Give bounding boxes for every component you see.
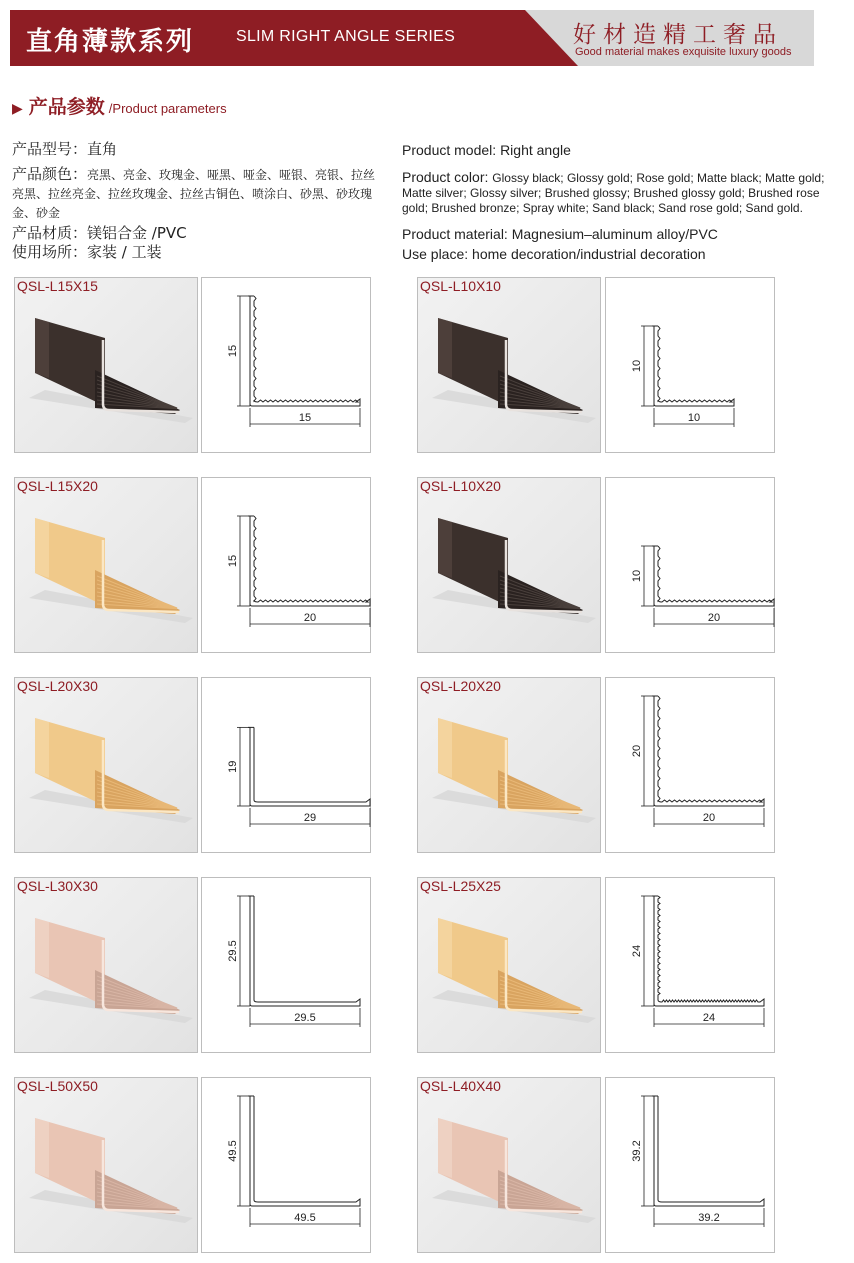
profile-drawing (202, 878, 372, 1054)
product-model-label: QSL-L30X30 (17, 878, 98, 894)
slogan-en: Good material makes exquisite luxury goods (575, 46, 792, 58)
product-model-label: QSL-L25X25 (420, 878, 501, 894)
profile-drawing (606, 878, 776, 1054)
width-dimension: 15 (298, 412, 312, 424)
param-label: 产品型号： (12, 140, 88, 158)
section-heading (12, 92, 227, 119)
product-model-label: QSL-L40X40 (420, 1078, 501, 1094)
profile-drawing (202, 1078, 372, 1254)
profile-drawing (606, 1078, 776, 1254)
param-use-en (402, 245, 706, 264)
product-drawing-card (201, 277, 371, 453)
param-label: Product model: (402, 142, 501, 158)
profile-drawing (606, 478, 776, 654)
param-label: Product color: (402, 169, 493, 185)
height-dimension: 19 (227, 760, 239, 773)
width-dimension: 49.5 (294, 1212, 316, 1224)
product-drawing-card (605, 677, 775, 853)
profile-photo (418, 1078, 601, 1253)
param-value: Glossy black; Glossy gold; Rose gold; Matte black; Matte gold; Matte silver; Glossy silver; Brushed glossy; Brushed glossy gold; Brushed rose gold; Brushed bronze; Spray white; Sand black; Sand rose gold; Sand gold. (402, 171, 825, 215)
param-label: 产品颜色： (12, 165, 88, 183)
height-dimension: 15 (227, 344, 239, 358)
param-value: 直角 (87, 140, 118, 158)
product-drawing-card (201, 877, 371, 1053)
product-photo-card (417, 277, 601, 453)
product-photo-card (14, 1077, 198, 1253)
height-dimension: 15 (227, 554, 239, 568)
param-label: 产品材质： (12, 224, 88, 242)
profile-drawing (202, 278, 372, 454)
profile-photo (418, 478, 601, 653)
param-value: Right angle (500, 142, 571, 158)
profile-drawing (202, 678, 372, 854)
product-photo-card (14, 277, 198, 453)
height-dimension: 24 (631, 944, 643, 958)
profile-photo (15, 678, 198, 853)
slogan-cn: 好材造精工奢品 (573, 22, 783, 48)
triangle-right-icon: ▶ (12, 101, 23, 117)
product-photo-card (417, 877, 601, 1053)
series-title-cn: 直角薄款系列 (26, 27, 195, 57)
profile-photo (418, 878, 601, 1053)
product-drawing-card (201, 477, 371, 653)
product-drawing-card (605, 477, 775, 653)
product-photo-card (417, 1077, 601, 1253)
profile-photo (15, 278, 198, 453)
param-color-en (402, 170, 832, 216)
param-material-cn (12, 224, 187, 243)
param-color-cn (12, 165, 382, 222)
param-use-cn (12, 243, 162, 262)
param-label: Product material: (402, 226, 512, 242)
profile-drawing (606, 678, 776, 854)
width-dimension: 24 (702, 1012, 716, 1024)
profile-photo (418, 278, 601, 453)
product-model-label: QSL-L20X30 (17, 678, 98, 694)
series-title-en: SLIM RIGHT ANGLE SERIES (236, 28, 456, 45)
width-dimension: 20 (707, 612, 721, 624)
height-dimension: 10 (631, 569, 643, 583)
param-label: Use place: (402, 246, 473, 262)
product-drawing-card (605, 1077, 775, 1253)
profile-photo (15, 478, 198, 653)
product-photo-card (14, 877, 198, 1053)
height-dimension: 10 (631, 359, 643, 373)
product-photo-card (14, 477, 198, 653)
height-dimension: 29.5 (227, 940, 239, 962)
product-photo-card (417, 477, 601, 653)
param-model-cn (12, 140, 117, 159)
profile-drawing (202, 478, 372, 654)
width-dimension: 20 (303, 612, 317, 624)
width-dimension: 20 (702, 812, 716, 824)
product-model-label: QSL-L20X20 (420, 678, 501, 694)
width-dimension: 39.2 (698, 1212, 720, 1224)
header-banner (10, 10, 814, 66)
product-model-label: QSL-L15X15 (17, 278, 98, 294)
param-value: 家装 / 工装 (87, 243, 162, 261)
product-photo-card (14, 677, 198, 853)
product-drawing-card (201, 677, 371, 853)
product-model-label: QSL-L10X10 (420, 278, 501, 294)
product-photo-card (417, 677, 601, 853)
param-value: home decoration/industrial decoration (472, 246, 706, 262)
param-material-en (402, 225, 718, 244)
profile-photo (15, 1078, 198, 1253)
width-dimension: 29 (303, 812, 317, 824)
section-title-cn: 产品参数 (28, 96, 105, 118)
product-drawing-card (605, 877, 775, 1053)
param-value: Magnesium–aluminum alloy/PVC (511, 226, 718, 242)
param-value: 亮黑、亮金、玫瑰金、哑黑、哑金、哑银、亮银、拉丝亮黑、拉丝亮金、拉丝玫瑰金、拉丝古铜色、喷涂白、砂黑、砂玫瑰金、砂金 (12, 168, 376, 220)
product-model-label: QSL-L50X50 (17, 1078, 98, 1094)
profile-photo (15, 878, 198, 1053)
param-label: 使用场所： (12, 243, 88, 261)
product-model-label: QSL-L15X20 (17, 478, 98, 494)
profile-drawing (606, 278, 776, 454)
section-title-en: /Product parameters (108, 101, 227, 116)
height-dimension: 49.5 (227, 1140, 239, 1162)
width-dimension: 29.5 (294, 1012, 316, 1024)
param-value: 镁铝合金 /PVC (87, 224, 187, 242)
height-dimension: 39.2 (631, 1140, 643, 1162)
product-model-label: QSL-L10X20 (420, 478, 501, 494)
width-dimension: 10 (687, 412, 701, 424)
product-drawing-card (605, 277, 775, 453)
height-dimension: 20 (631, 744, 643, 758)
profile-photo (418, 678, 601, 853)
param-model-en (402, 141, 571, 160)
product-drawing-card (201, 1077, 371, 1253)
